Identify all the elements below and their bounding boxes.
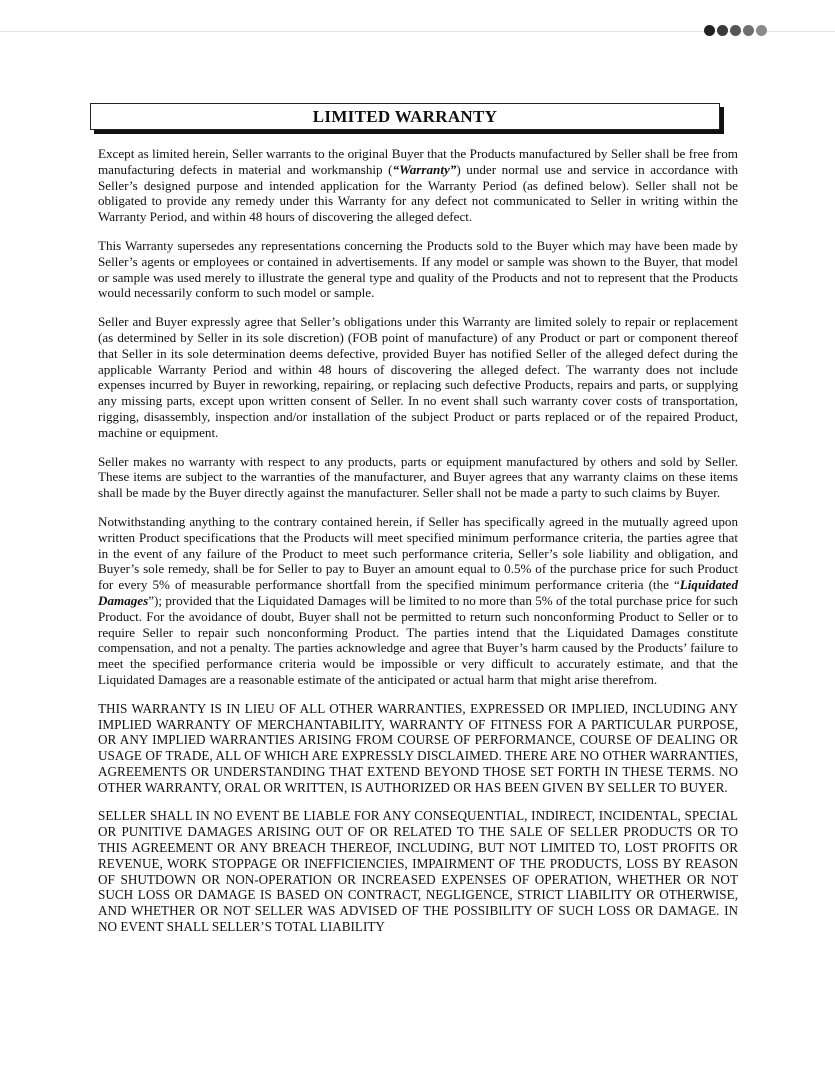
page-dot [717,25,728,36]
paragraph [98,701,738,796]
page-title: LIMITED WARRANTY [312,106,498,126]
document-body [98,146,738,948]
paragraph [98,238,738,301]
paragraph [98,454,738,501]
paragraph [98,146,738,225]
text-run: Except as limited herein, Seller warrants to the original Buyer that the Products manufactured by Seller shall be free from manufacturing defects in material and workmanship ( [98,146,738,177]
paragraph [98,314,738,440]
title-box [90,103,720,130]
text-run: SELLER SHALL IN NO EVENT BE LIABLE FOR ANY CONSEQUENTIAL, INDIRECT, INCIDENTAL, SPECIAL OR PUNITIVE DAMAGES ARISING OUT OF OR RELATED TO THE SALE OF SELLER PRODUCTS OR TO THIS AGREEMENT OR ANY BREACH THEREOF, INCLUDING, BUT NOT LIMITED TO, LOST PROFITS OR REVENUE, WORK STOPPAGE OR INEFFICIENCIES, IMPAIRMENT OF THE PRODUCTS, LOSS BY REASON OF SHUTDOWN OR NON-OPERATION OR INCREASED EXPENSES OF OPERATION, WHETHER OR NOT SUCH LOSS OR DAMAGE IS BASED ON CONTRACT, NEGLIGENCE, STRICT LIABILITY OR OTHERWISE, AND WHETHER OR NOT SELLER WAS ADVISED OF THE POSSIBILITY OF SUCH LOSS OR DAMAGE. IN NO EVENT SHALL SELLER’S TOTAL LIABILITY [98,808,738,935]
page-dot [730,25,741,36]
text-run: Seller makes no warranty with respect to any products, parts or equipment manufactured by others and sold by Seller. These items are subject to the warranties of the manufacturer, and Buyer agrees that any warranty claims on these items shall be made by the Buyer directly against the manufacturer. Seller shall not be made a party to such claims by Buyer. [98,453,738,501]
text-run: ) under normal use and service in accordance with Seller’s designed purpose and intended application for the Warranty Period (as defined below). Seller shall not be obligated to provide any remedy under this Warranty for any defect not communicated to Seller in writing within the Warranty Period, and within 48 hours of discovering the alleged defect. [98,161,739,225]
text-run: This Warranty supersedes any representations concerning the Products sold to the Buyer which may have been made by Seller’s agents or employees or contained in advertisements. If any model or sample was shown to the Buyer, that model or sample was used merely to illustrate the general type and quality of the Products and not to represent that the Products would necessarily conform to such model or sample. [98,237,738,301]
text-run: Notwithstanding anything to the contrary contained herein, if Seller has specifically agreed in the mutually agreed upon written Product specifications that the Products will meet specified minimum performance criteria, the parties agree that in the event of any failure of the Product to meet such performance criteria, Seller’s sole liability and obligation, and Buyer’s sole remedy, shall be for Seller to pay to Buyer an amount equal to 0.5% of the purchase price for such Product for every 5% of measurable performance shortfall from the specified minimum performance criteria (the “ [98,513,738,593]
page-dot [704,25,715,36]
emphasis-term: “Warranty” [392,161,457,177]
page-dots [704,25,767,36]
emphasis-term: Liquidated Damages [98,577,738,608]
paragraph [98,808,738,934]
text-run: ”); provided that the Liquidated Damages will be limited to no more than 5% of the total purchase price for such Product. For the avoidance of doubt, Buyer shall not be permitted to return such nonconforming Product to Seller or to require Seller to repair such nonconforming Product. The parties intend that the Liquidated Damages constitute compensation, and not a penalty. The parties acknowledge and agree that Buyer’s harm caused by the Products’ failure to meet the specified performance criteria would be impossible or very difficult to accurately estimate, and that the Liquidated Damages are a reasonable estimate of the anticipated or actual harm that might arise therefrom. [98,592,738,687]
text-run: Seller and Buyer expressly agree that Seller’s obligations under this Warranty are limited solely to repair or replacement (as determined by Seller in its sole discretion) (FOB point of manufacture) of any Product or part or component thereof that Seller in its sole determination deems defective, provided Buyer has notified Seller of the alleged defect during the applicable Warranty Period and within 48 hours of discovering the alleged defect. The warranty does not include expenses incurred by Buyer in reworking, repairing, or replacing such defective Products, repairs and parts, or supplying any missing parts, except upon written consent of Seller. In no event shall such warranty cover costs of transportation, rigging, disassembly, inspection and/or installation of the subject Product or parts replaced or of the repaired Product, machine or equipment. [98,314,738,440]
page-dot [756,25,767,36]
page-dot [743,25,754,36]
text-run: THIS WARRANTY IS IN LIEU OF ALL OTHER WARRANTIES, EXPRESSED OR IMPLIED, INCLUDING ANY IMPLIED WARRANTY OF MERCHANTABILITY, WARRANTY OF FITNESS FOR A PARTICULAR PURPOSE, OR ANY IMPLIED WARRANTIES ARISING FROM COURSE OF PERFORMANCE, COURSE OF DEALING OR USAGE OF TRADE, ALL OF WHICH ARE EXPRESSLY DISCLAIMED. THERE ARE NO OTHER WARRANTIES, AGREEMENTS OR UNDERSTANDING THAT EXTEND BEYOND THOSE SET FORTH IN THESE TERMS. NO OTHER WARRANTY, ORAL OR WRITTEN, IS AUTHORIZED OR HAS BEEN GIVEN BY SELLER TO BUYER. [98,700,738,795]
paragraph [98,514,738,688]
